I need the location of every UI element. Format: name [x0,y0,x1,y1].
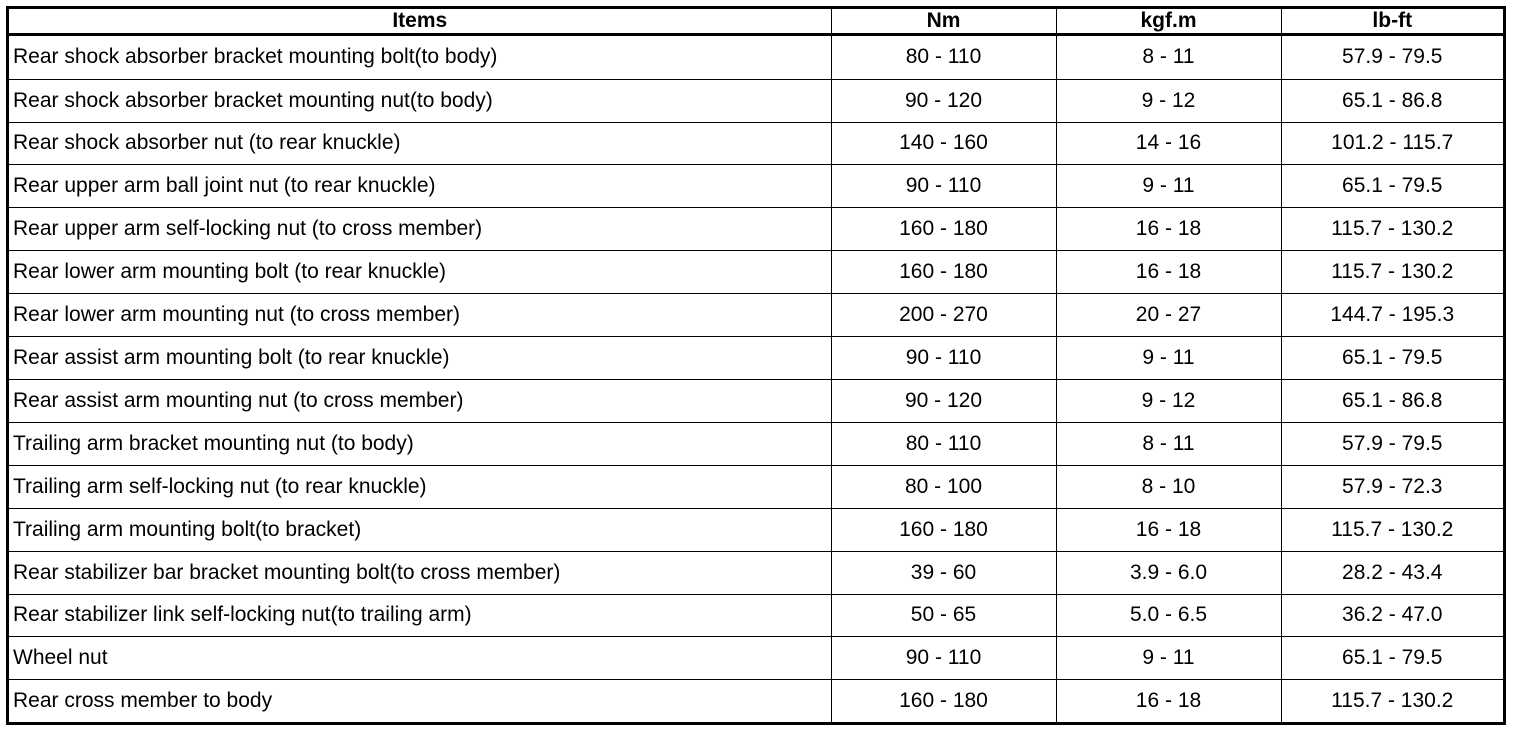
kgfm-cell: 20 - 27 [1056,294,1281,337]
kgfm-cell: 16 - 18 [1056,680,1281,722]
lbft-cell: 57.9 - 79.5 [1281,35,1503,80]
kgfm-cell: 16 - 18 [1056,251,1281,294]
table-row [9,637,1503,680]
nm-cell: 90 - 110 [831,337,1056,380]
kgfm-cell: 8 - 11 [1056,422,1281,465]
item-cell: Rear assist arm mounting bolt (to rear knuckle) [9,337,831,380]
item-cell: Rear lower arm mounting nut (to cross member) [9,294,831,337]
torque-spec-table-frame [6,6,1506,725]
table-row [9,422,1503,465]
kgfm-cell: 9 - 12 [1056,79,1281,122]
kgfm-cell: 16 - 18 [1056,208,1281,251]
nm-cell: 90 - 110 [831,637,1056,680]
lbft-cell: 65.1 - 79.5 [1281,337,1503,380]
item-cell: Rear shock absorber nut (to rear knuckle) [9,122,831,165]
header-kgfm: kgf.m [1056,9,1281,35]
table-row [9,79,1503,122]
nm-cell: 80 - 110 [831,422,1056,465]
item-cell: Trailing arm self-locking nut (to rear knuckle) [9,465,831,508]
item-cell: Rear shock absorber bracket mounting nut(to body) [9,79,831,122]
lbft-cell: 28.2 - 43.4 [1281,551,1503,594]
nm-cell: 160 - 180 [831,680,1056,722]
nm-cell: 200 - 270 [831,294,1056,337]
nm-cell: 39 - 60 [831,551,1056,594]
kgfm-cell: 3.9 - 6.0 [1056,551,1281,594]
kgfm-cell: 14 - 16 [1056,122,1281,165]
kgfm-cell: 9 - 11 [1056,337,1281,380]
lbft-cell: 65.1 - 79.5 [1281,165,1503,208]
table-row [9,508,1503,551]
lbft-cell: 57.9 - 79.5 [1281,422,1503,465]
nm-cell: 50 - 65 [831,594,1056,637]
nm-cell: 90 - 110 [831,165,1056,208]
item-cell: Rear stabilizer bar bracket mounting bolt(to cross member) [9,551,831,594]
kgfm-cell: 16 - 18 [1056,508,1281,551]
table-row [9,35,1503,80]
lbft-cell: 115.7 - 130.2 [1281,251,1503,294]
item-cell: Trailing arm bracket mounting nut (to body) [9,422,831,465]
lbft-cell: 144.7 - 195.3 [1281,294,1503,337]
lbft-cell: 65.1 - 86.8 [1281,79,1503,122]
lbft-cell: 65.1 - 79.5 [1281,637,1503,680]
nm-cell: 80 - 110 [831,35,1056,80]
nm-cell: 90 - 120 [831,379,1056,422]
item-cell: Rear stabilizer link self-locking nut(to trailing arm) [9,594,831,637]
header-lbft: lb-ft [1281,9,1503,35]
item-cell: Wheel nut [9,637,831,680]
kgfm-cell: 9 - 12 [1056,379,1281,422]
nm-cell: 140 - 160 [831,122,1056,165]
nm-cell: 160 - 180 [831,251,1056,294]
lbft-cell: 57.9 - 72.3 [1281,465,1503,508]
header-items: Items [9,9,831,35]
item-cell: Rear upper arm self-locking nut (to cross member) [9,208,831,251]
item-cell: Rear shock absorber bracket mounting bolt(to body) [9,35,831,80]
table-row [9,122,1503,165]
table-row [9,337,1503,380]
lbft-cell: 115.7 - 130.2 [1281,508,1503,551]
nm-cell: 80 - 100 [831,465,1056,508]
nm-cell: 160 - 180 [831,508,1056,551]
table-row [9,680,1503,722]
header-nm: Nm [831,9,1056,35]
torque-spec-table [9,9,1503,722]
table-row [9,551,1503,594]
kgfm-cell: 9 - 11 [1056,165,1281,208]
kgfm-cell: 5.0 - 6.5 [1056,594,1281,637]
table-row [9,165,1503,208]
table-header-row [9,9,1503,35]
table-row [9,294,1503,337]
nm-cell: 90 - 120 [831,79,1056,122]
lbft-cell: 36.2 - 47.0 [1281,594,1503,637]
table-row [9,251,1503,294]
kgfm-cell: 8 - 10 [1056,465,1281,508]
item-cell: Rear lower arm mounting bolt (to rear knuckle) [9,251,831,294]
table-row [9,208,1503,251]
table-row [9,379,1503,422]
lbft-cell: 115.7 - 130.2 [1281,208,1503,251]
item-cell: Rear cross member to body [9,680,831,722]
lbft-cell: 65.1 - 86.8 [1281,379,1503,422]
kgfm-cell: 8 - 11 [1056,35,1281,80]
kgfm-cell: 9 - 11 [1056,637,1281,680]
item-cell: Rear assist arm mounting nut (to cross member) [9,379,831,422]
lbft-cell: 115.7 - 130.2 [1281,680,1503,722]
lbft-cell: 101.2 - 115.7 [1281,122,1503,165]
nm-cell: 160 - 180 [831,208,1056,251]
table-row [9,465,1503,508]
table-row [9,594,1503,637]
item-cell: Rear upper arm ball joint nut (to rear knuckle) [9,165,831,208]
item-cell: Trailing arm mounting bolt(to bracket) [9,508,831,551]
